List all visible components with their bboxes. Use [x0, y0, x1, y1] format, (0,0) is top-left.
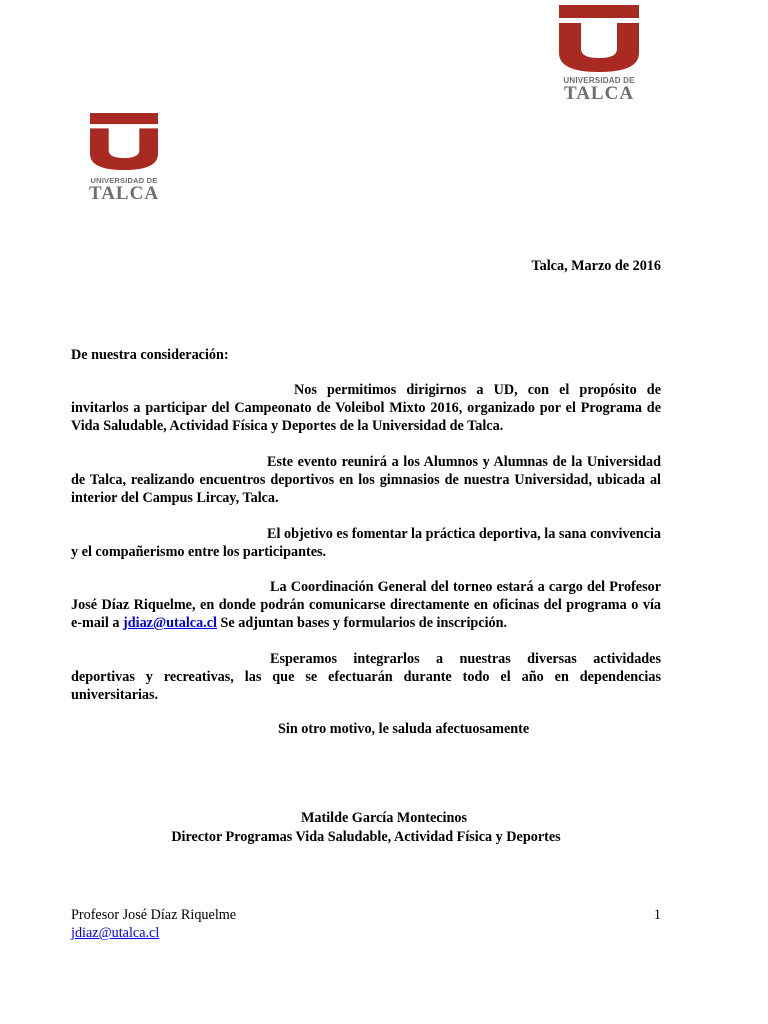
paragraph-integration [71, 650, 661, 704]
signature-title: Director Programas Vida Saludable, Actividad Física y Deportes [171, 829, 561, 845]
paragraph-integration-text: Esperamos integrarlos a nuestras diversas actividades deportivas y recreativas, las que se efectuarán durante todo el año en dependencias universitarias. [71, 651, 661, 703]
paragraph-coordination [71, 578, 661, 632]
footer-name: Profesor José Díaz Riquelme [71, 907, 237, 923]
logo-talca: TALCA [563, 83, 635, 104]
signature-name: Matilde García Montecinos [300, 810, 468, 826]
logo-talca: TALCA [88, 183, 160, 204]
paragraph-event-text: Este evento reunirá a los Alumnos y Alumnas de la Universidad de Talca, realizando encuentros deportivos en los gimnasios de nuestra Universidad, ubicada al interior del Campus Lircay, Talca. [71, 454, 661, 506]
paragraph-invitation-text: Nos permitimos dirigirnos a UD, con el propósito de invitarlos a participar del Campeonato de Voleibol Mixto 2016, organizado por el Programa de Vida Saludable, Actividad Física y Deportes de la Universidad de Talca. [71, 382, 661, 434]
logo-university-de: UNIVERSIDAD DE [90, 176, 158, 185]
letter-greeting: De nuestra consideración: [71, 347, 229, 363]
footer-email-link[interactable]: jdiaz@utalca.cl [71, 925, 160, 941]
email-link[interactable]: jdiaz@utalca.cl [123, 615, 217, 631]
letter-date: Talca, Marzo de 2016 [531, 258, 661, 274]
letter-closing: Sin otro motivo, le saluda afectuosamente [278, 721, 530, 737]
paragraph-invitation [71, 381, 661, 435]
paragraph-coordination-text: La Coordinación General del torneo estará a cargo del Profesor José Díaz Riquelme, en donde podrán comunicarse directamente en oficinas del programa o vía e-mail a [71, 579, 661, 631]
university-logo-left [84, 111, 164, 203]
paragraph-event [71, 453, 661, 507]
paragraph-objective [71, 525, 661, 561]
paragraph-coordination-tail: Se adjuntan bases y formularios de inscripción. [217, 615, 508, 631]
paragraph-objective-text: El objetivo es fomentar la práctica deportiva, la sana convivencia y el compañerismo entre los participantes. [71, 526, 661, 560]
logo-university-de: UNIVERSIDAD DE [563, 76, 635, 85]
page-number: 1 [653, 907, 661, 923]
university-logo-top [559, 5, 639, 103]
university-emblem-icon [559, 5, 639, 72]
university-emblem-icon [90, 111, 158, 172]
